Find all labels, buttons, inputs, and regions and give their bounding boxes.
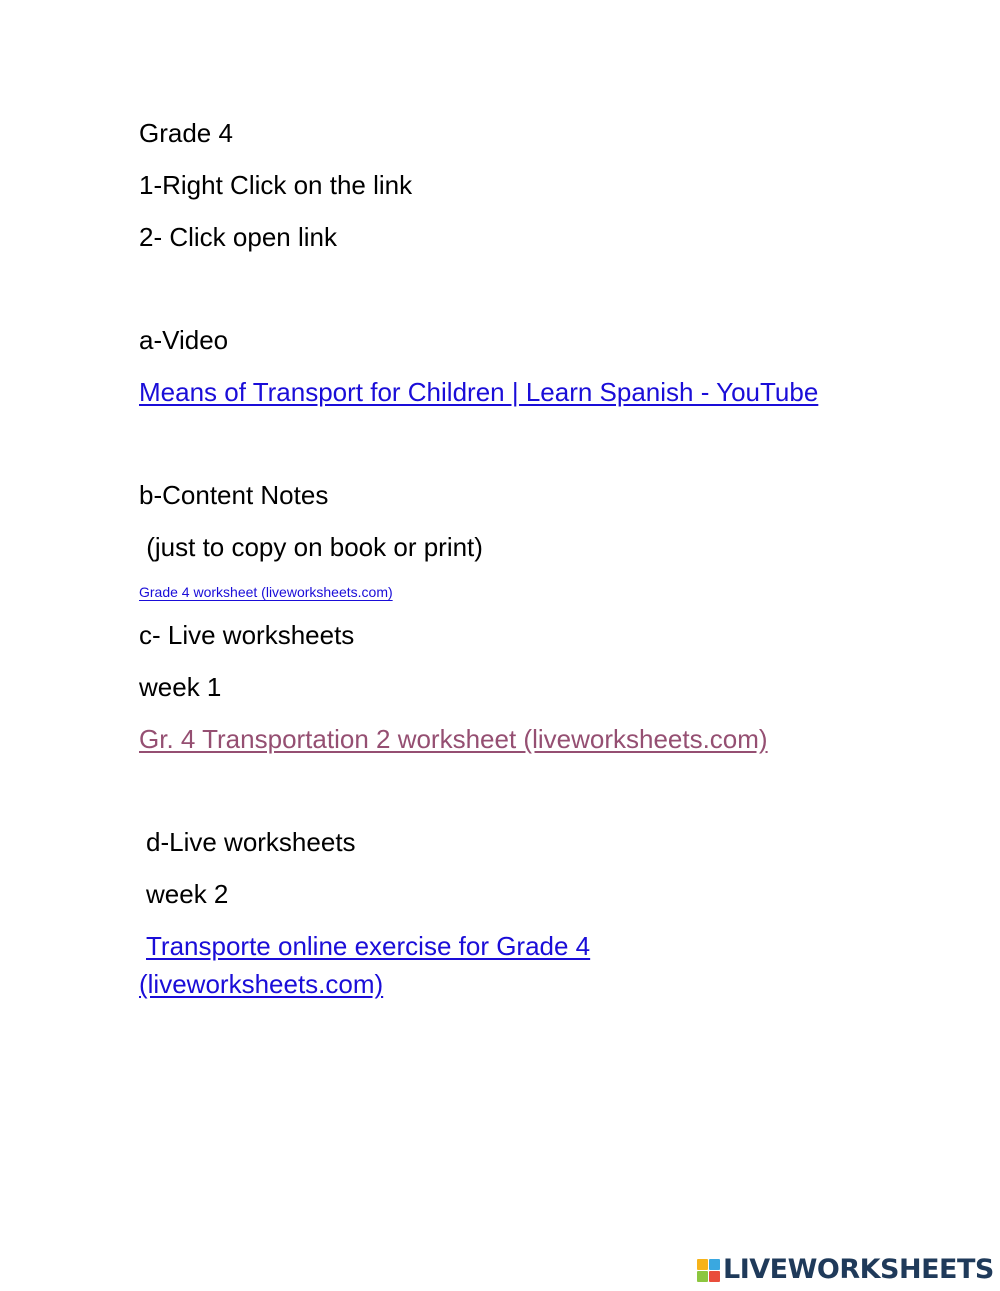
video-link[interactable]: Means of Transport for Children | Learn Spanish - YouTube xyxy=(139,377,819,407)
content-notes-link[interactable]: Grade 4 worksheet (liveworksheets.com) xyxy=(139,584,393,600)
logo-square-3 xyxy=(697,1271,708,1282)
week-1-worksheet-link[interactable]: Gr. 4 Transportation 2 worksheet (liveworksheets.com) xyxy=(139,724,768,754)
section-b-note: (just to copy on book or print) xyxy=(139,532,483,562)
brand-name: LIVEWORKSHEETS xyxy=(723,1254,994,1285)
section-d-heading: d-Live worksheets xyxy=(146,827,356,857)
section-b-heading: b-Content Notes xyxy=(139,480,329,510)
liveworksheets-brand xyxy=(697,1255,994,1285)
instruction-step-2: 2- Click open link xyxy=(139,222,337,252)
logo-square-2 xyxy=(709,1259,720,1270)
section-c-heading: c- Live worksheets xyxy=(139,620,355,650)
week-2-exercise-link-continued[interactable]: (liveworksheets.com) xyxy=(139,969,384,999)
section-d-week: week 2 xyxy=(146,879,229,909)
section-a-heading: a-Video xyxy=(139,325,229,355)
section-c-week: week 1 xyxy=(139,672,222,702)
logo-square-1 xyxy=(697,1259,708,1270)
liveworksheets-logo-icon xyxy=(697,1259,720,1282)
instruction-step-1: 1-Right Click on the link xyxy=(139,170,413,200)
logo-square-4 xyxy=(709,1271,720,1282)
week-2-exercise-link[interactable]: Transporte online exercise for Grade 4 xyxy=(146,931,591,961)
grade-heading: Grade 4 xyxy=(139,118,233,148)
